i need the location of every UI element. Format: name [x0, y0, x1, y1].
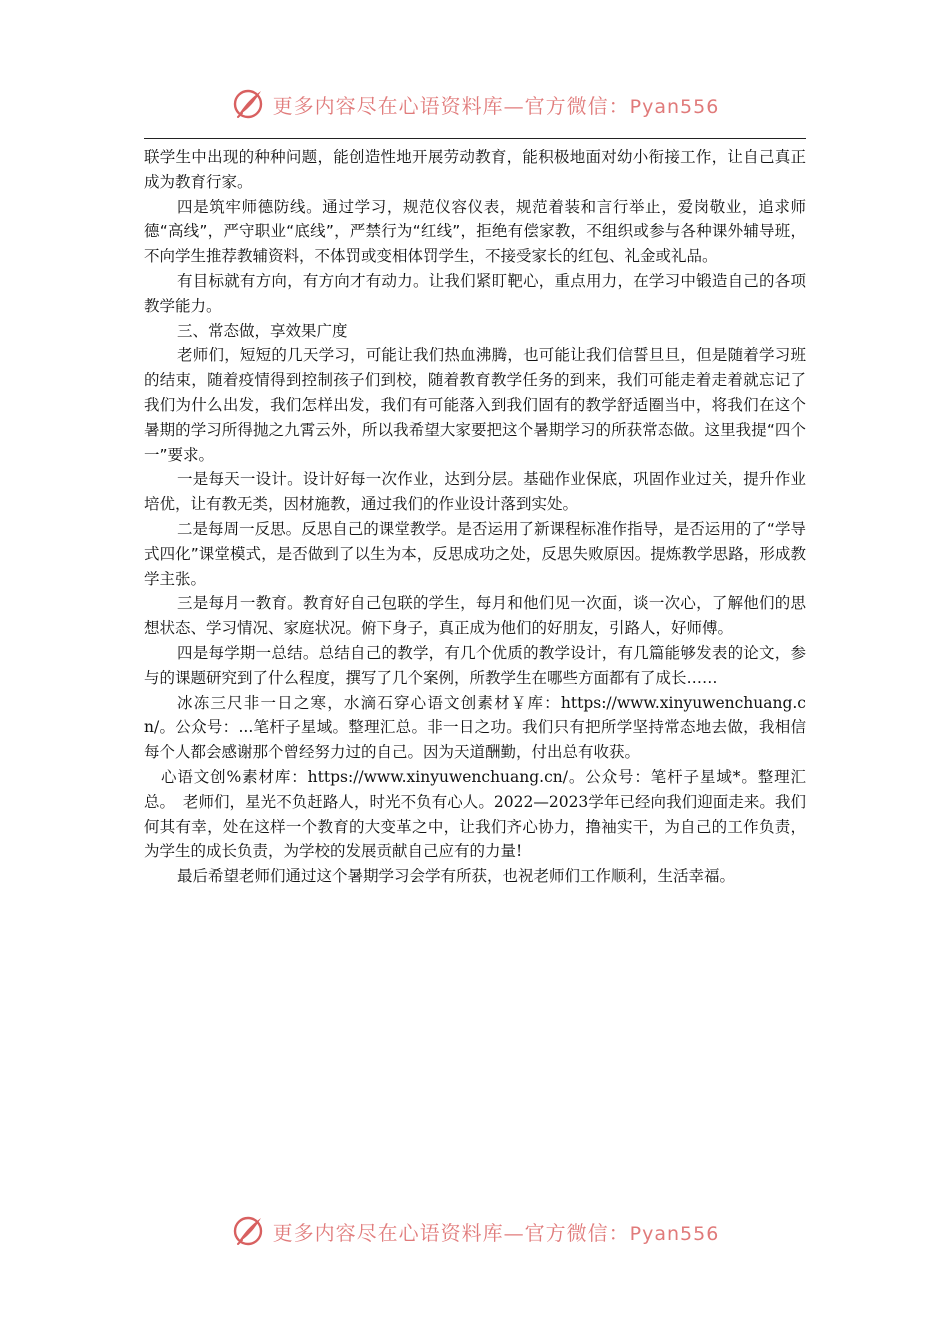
- footer-banner-text: 更多内容尽在心语资料库—官方微信：Pyan556: [272, 1220, 720, 1245]
- paragraph-5: 一是每天一设计。设计好每一次作业，达到分层。基础作业保底，巩固作业过关，提升作业培优，让有教无类，因材施教，通过我们的作业设计落到实处。: [144, 470, 806, 514]
- section-heading: 三、常态做，享效果广度: [177, 321, 348, 340]
- paragraph-3: 有目标就有方向，有方向才有动力。让我们紧盯靶心，重点用力，在学习中锻造自己的各项教学能力。: [144, 271, 806, 315]
- paragraph-7: 三是每月一教育。教育好自己包联的学生，每月和他们见一次面，谈一次心，了解他们的思想状态、学习情况、家庭状况。俯下身子，真正成为他们的好朋友，引路人，好师傅。: [144, 594, 806, 638]
- footer-banner: [0, 1211, 950, 1251]
- paragraph-1: 联学生中出现的种种问题，能创造性地开展劳动教育，能积极地面对幼小衔接工作，让自己真正成为教育行家。: [144, 148, 806, 191]
- paragraph-6: 二是每周一反思。反思自己的课堂教学。是否运用了新课程标准作指导，是否运用的了“学导式四化”课堂模式，是否做到了以生为本，反思成功之处，反思失败原因。提炼教学思路，形成教学主张。: [144, 519, 806, 588]
- header-banner: [0, 84, 950, 124]
- header-banner-text: 更多内容尽在心语资料库—官方微信：Pyan556: [272, 93, 720, 118]
- quill-logo-icon: [231, 1214, 265, 1248]
- paragraph-4: 老师们，短短的几天学习，可能让我们热血沸腾，也可能让我们信誓旦旦，但是随着学习班的结束，随着疫情得到控制孩子们到校，随着教育教学任务的到来，我们可能走着走着就忘记了我们为什么出发，我们怎样出发，我们有可能落入到我们固有的教学舒适圈当中，将我们在这个暑期的学习所得抛之九霄云外，所以我希望大家要把这个暑期学习的所获常态做。这里我提“四个一”要求。: [144, 346, 806, 464]
- quill-logo-icon: [231, 87, 265, 121]
- paragraph-2: 四是筑牢师德防线。通过学习，规范仪容仪表，规范着装和言行举止，爱岗敬业，追求师德“高线”，严守职业“底线”，严禁行为“红线”，拒绝有偿家教，不组织或参与各种课外辅导班，不向学生推荐教辅资料，不体罚或变相体罚学生，不接受家长的红包、礼金或礼品。: [144, 197, 806, 266]
- paragraph-9: 冰冻三尺非一日之寒，水滴石穿心语文创素材￥库：https://www.xinyuwenchuang.cn/。公众号：...笔杆子星域。整理汇总。非一日之功。我们只有把所学坚持常态地去做，我相信每个人都会感谢那个曾经努力过的自己。因为天道酬勤，付出总有收获。: [144, 693, 806, 762]
- paragraph-8: 四是每学期一总结。总结自己的教学，有几个优质的教学设计，有几篇能够发表的论文，参与的课题研究到了什么程度，撰写了几个案例，所教学生在哪些方面都有了成长……: [144, 643, 806, 687]
- header-wechat-id: Pyan556: [629, 95, 720, 118]
- paragraph-11: 最后希望老师们通过这个暑期学习会学有所获，也祝老师们工作顺利，生活幸福。: [177, 867, 736, 886]
- header-divider: [144, 138, 806, 139]
- document-body: [144, 145, 806, 889]
- paragraph-10: 心语文创%素材库：https://www.xinyuwenchuang.cn/。公众号：笔杆子星域*。整理汇总。 老师们，星光不负赶路人，时光不负有心人。2022—2023学年已经向我们迎面走来。我们何其有幸，处在这样一个教育的大变革之中，让我们齐心协力，撸袖实干，为自己的工作负责，为学生的成长负责，为学校的发展贡献自己应有的力量!: [144, 767, 806, 861]
- footer-wechat-id: Pyan556: [629, 1222, 720, 1245]
